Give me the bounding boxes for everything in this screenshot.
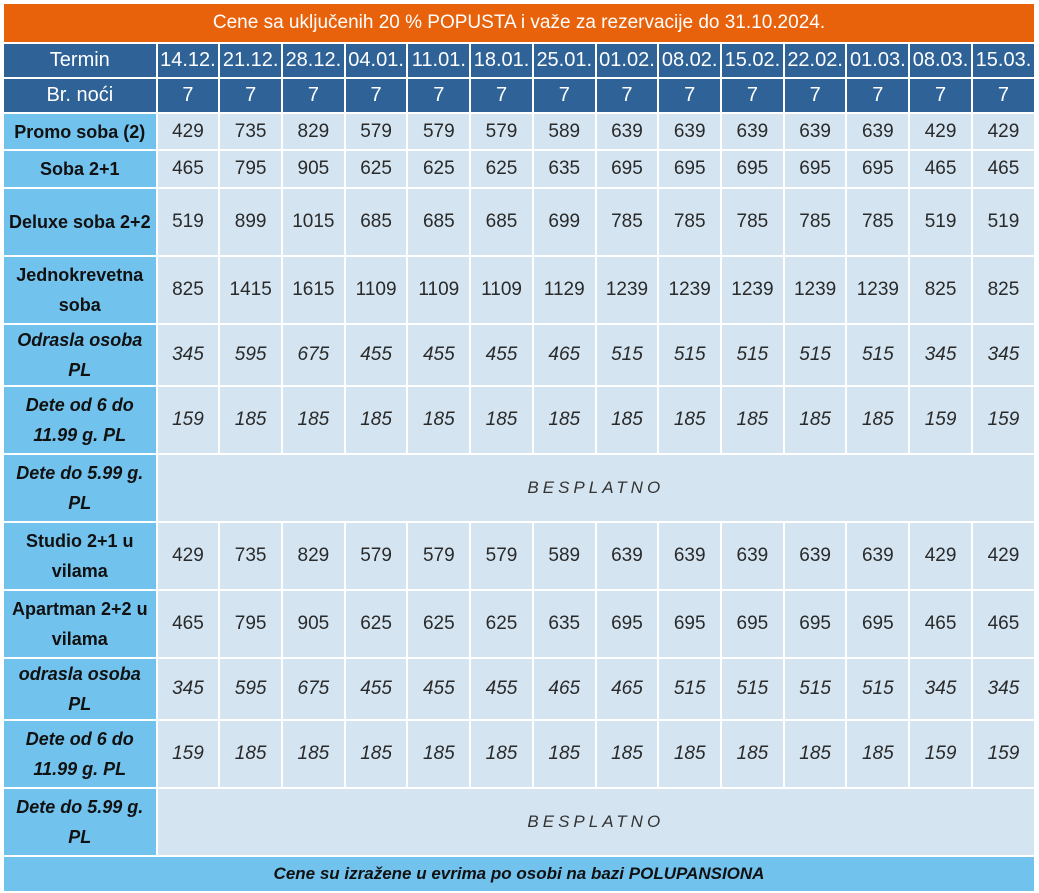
- price-cell: 905: [283, 151, 344, 187]
- price-cell: 675: [283, 659, 344, 719]
- row-label: odrasla osoba PL: [4, 659, 156, 719]
- price-cell: 185: [597, 387, 658, 453]
- price-cell: 185: [283, 721, 344, 787]
- price-cell: 185: [471, 387, 532, 453]
- price-cell: 639: [785, 523, 846, 589]
- nights-label: Br. noći: [4, 79, 156, 112]
- price-cell: 185: [471, 721, 532, 787]
- price-cell: 695: [722, 151, 783, 187]
- price-cell: 185: [722, 387, 783, 453]
- footer-row: [4, 857, 1034, 891]
- price-row: [4, 325, 1034, 385]
- row-label: Jednokrevetna soba: [4, 257, 156, 323]
- price-cell: 185: [220, 721, 281, 787]
- date-header-cell: 08.03.: [910, 44, 971, 77]
- nights-cell: 7: [659, 79, 720, 112]
- price-cell: 465: [158, 591, 219, 657]
- row-label: Dete do 5.99 g. PL: [4, 789, 156, 855]
- price-cell: 905: [283, 591, 344, 657]
- price-table-container: [2, 2, 1036, 893]
- price-cell: 159: [910, 387, 971, 453]
- discount-banner: Cene sa uključenih 20 % POPUSTA i važe za rezervacije do 31.10.2024.: [4, 4, 1034, 42]
- price-cell: 685: [408, 189, 469, 255]
- date-header-cell: 08.02.: [659, 44, 720, 77]
- price-cell: 515: [785, 325, 846, 385]
- date-header-cell: 15.02.: [722, 44, 783, 77]
- row-label: Soba 2+1: [4, 151, 156, 187]
- price-cell: 579: [346, 114, 407, 149]
- price-row: [4, 523, 1034, 589]
- price-cell: 639: [722, 114, 783, 149]
- price-cell: 465: [158, 151, 219, 187]
- price-cell: 465: [597, 659, 658, 719]
- price-cell: 345: [973, 659, 1034, 719]
- price-cell: 185: [408, 387, 469, 453]
- price-row: [4, 789, 1034, 855]
- price-cell: 515: [722, 325, 783, 385]
- date-header-cell: 22.02.: [785, 44, 846, 77]
- date-header-cell: 04.01.: [346, 44, 407, 77]
- price-cell: 595: [220, 659, 281, 719]
- price-cell: 685: [346, 189, 407, 255]
- price-cell: 735: [220, 523, 281, 589]
- price-cell: 185: [346, 387, 407, 453]
- price-cell: 1615: [283, 257, 344, 323]
- price-cell: 695: [847, 151, 908, 187]
- price-cell: 735: [220, 114, 281, 149]
- row-label: Dete do 5.99 g. PL: [4, 455, 156, 521]
- price-cell: 699: [534, 189, 595, 255]
- price-cell: 785: [785, 189, 846, 255]
- price-table: [2, 2, 1036, 893]
- price-cell: 455: [346, 325, 407, 385]
- price-cell: 625: [471, 151, 532, 187]
- price-cell: 185: [659, 721, 720, 787]
- price-cell: 785: [722, 189, 783, 255]
- price-cell: 159: [973, 721, 1034, 787]
- nights-cell: 7: [785, 79, 846, 112]
- price-row: [4, 387, 1034, 453]
- price-cell: 185: [346, 721, 407, 787]
- price-cell: 465: [973, 591, 1034, 657]
- price-cell: 185: [847, 387, 908, 453]
- price-cell: 429: [973, 114, 1034, 149]
- free-note: BESPLATNO: [158, 455, 1034, 521]
- row-label: Apartman 2+2 u vilama: [4, 591, 156, 657]
- price-cell: 519: [158, 189, 219, 255]
- price-cell: 185: [659, 387, 720, 453]
- price-cell: 785: [659, 189, 720, 255]
- price-cell: 1109: [471, 257, 532, 323]
- price-cell: 639: [847, 523, 908, 589]
- price-cell: 635: [534, 151, 595, 187]
- price-cell: 695: [597, 591, 658, 657]
- date-header-cell: 11.01.: [408, 44, 469, 77]
- price-cell: 829: [283, 114, 344, 149]
- price-cell: 1109: [346, 257, 407, 323]
- price-cell: 185: [785, 387, 846, 453]
- row-label: Deluxe soba 2+2: [4, 189, 156, 255]
- dates-header-row: [4, 44, 1034, 77]
- price-cell: 345: [910, 659, 971, 719]
- price-cell: 695: [785, 591, 846, 657]
- price-cell: 185: [220, 387, 281, 453]
- price-cell: 185: [534, 721, 595, 787]
- price-cell: 625: [408, 151, 469, 187]
- price-cell: 639: [785, 114, 846, 149]
- price-cell: 159: [973, 387, 1034, 453]
- price-cell: 579: [408, 114, 469, 149]
- price-cell: 579: [471, 114, 532, 149]
- price-cell: 515: [785, 659, 846, 719]
- price-cell: 589: [534, 114, 595, 149]
- price-cell: 429: [158, 114, 219, 149]
- nights-cell: 7: [471, 79, 532, 112]
- price-cell: 579: [346, 523, 407, 589]
- price-cell: 345: [973, 325, 1034, 385]
- price-cell: 515: [659, 325, 720, 385]
- price-cell: 519: [973, 189, 1034, 255]
- price-cell: 429: [973, 523, 1034, 589]
- price-cell: 795: [220, 591, 281, 657]
- date-header-cell: 25.01.: [534, 44, 595, 77]
- price-cell: 429: [158, 523, 219, 589]
- price-cell: 465: [973, 151, 1034, 187]
- price-cell: 185: [722, 721, 783, 787]
- date-header-cell: 18.01.: [471, 44, 532, 77]
- date-header-cell: 01.02.: [597, 44, 658, 77]
- price-cell: 1239: [597, 257, 658, 323]
- price-cell: 825: [910, 257, 971, 323]
- discount-banner-row: [4, 4, 1034, 42]
- price-cell: 785: [847, 189, 908, 255]
- price-cell: 185: [785, 721, 846, 787]
- termin-label: Termin: [4, 44, 156, 77]
- price-cell: 639: [597, 523, 658, 589]
- nights-header-row: [4, 79, 1034, 112]
- price-cell: 695: [722, 591, 783, 657]
- row-label: Dete od 6 do 11.99 g. PL: [4, 721, 156, 787]
- price-cell: 1129: [534, 257, 595, 323]
- nights-cell: 7: [910, 79, 971, 112]
- price-cell: 675: [283, 325, 344, 385]
- date-header-cell: 21.12.: [220, 44, 281, 77]
- price-cell: 515: [847, 325, 908, 385]
- price-cell: 185: [847, 721, 908, 787]
- price-cell: 429: [910, 114, 971, 149]
- price-cell: 695: [659, 591, 720, 657]
- price-cell: 465: [910, 591, 971, 657]
- price-cell: 465: [910, 151, 971, 187]
- price-row: [4, 114, 1034, 149]
- price-cell: 639: [597, 114, 658, 149]
- nights-cell: 7: [408, 79, 469, 112]
- price-cell: 159: [910, 721, 971, 787]
- row-label: Dete od 6 do 11.99 g. PL: [4, 387, 156, 453]
- price-cell: 899: [220, 189, 281, 255]
- price-cell: 515: [847, 659, 908, 719]
- nights-cell: 7: [847, 79, 908, 112]
- price-cell: 515: [597, 325, 658, 385]
- price-cell: 635: [534, 591, 595, 657]
- price-cell: 345: [158, 325, 219, 385]
- price-row: [4, 257, 1034, 323]
- price-cell: 345: [158, 659, 219, 719]
- nights-cell: 7: [158, 79, 219, 112]
- price-cell: 345: [910, 325, 971, 385]
- price-cell: 639: [722, 523, 783, 589]
- date-header-cell: 01.03.: [847, 44, 908, 77]
- price-cell: 829: [283, 523, 344, 589]
- nights-cell: 7: [346, 79, 407, 112]
- nights-cell: 7: [534, 79, 595, 112]
- price-cell: 795: [220, 151, 281, 187]
- date-header-cell: 28.12.: [283, 44, 344, 77]
- nights-cell: 7: [283, 79, 344, 112]
- price-cell: 695: [847, 591, 908, 657]
- price-cell: 639: [847, 114, 908, 149]
- price-cell: 1239: [847, 257, 908, 323]
- nights-cell: 7: [597, 79, 658, 112]
- price-cell: 185: [597, 721, 658, 787]
- price-row: [4, 591, 1034, 657]
- nights-cell: 7: [722, 79, 783, 112]
- price-cell: 185: [283, 387, 344, 453]
- price-cell: 785: [597, 189, 658, 255]
- price-cell: 455: [408, 325, 469, 385]
- price-cell: 159: [158, 387, 219, 453]
- price-table-body: [4, 4, 1034, 891]
- price-cell: 455: [408, 659, 469, 719]
- price-cell: 429: [910, 523, 971, 589]
- price-cell: 465: [534, 325, 595, 385]
- price-row: [4, 189, 1034, 255]
- price-cell: 455: [471, 659, 532, 719]
- nights-cell: 7: [220, 79, 281, 112]
- price-cell: 639: [659, 523, 720, 589]
- price-cell: 1109: [408, 257, 469, 323]
- price-cell: 515: [722, 659, 783, 719]
- price-cell: 625: [346, 591, 407, 657]
- nights-cell: 7: [973, 79, 1034, 112]
- price-cell: 519: [910, 189, 971, 255]
- price-row: [4, 721, 1034, 787]
- row-label: Odrasla osoba PL: [4, 325, 156, 385]
- price-cell: 1415: [220, 257, 281, 323]
- price-cell: 1239: [785, 257, 846, 323]
- footer-note: Cene su izražene u evrima po osobi na bazi POLUPANSIONA: [4, 857, 1034, 891]
- price-cell: 1239: [659, 257, 720, 323]
- price-cell: 639: [659, 114, 720, 149]
- price-cell: 625: [471, 591, 532, 657]
- price-cell: 515: [659, 659, 720, 719]
- price-cell: 825: [973, 257, 1034, 323]
- price-cell: 685: [471, 189, 532, 255]
- row-label: Studio 2+1 u vilama: [4, 523, 156, 589]
- price-cell: 185: [534, 387, 595, 453]
- price-cell: 159: [158, 721, 219, 787]
- price-cell: 1239: [722, 257, 783, 323]
- free-note: BESPLATNO: [158, 789, 1034, 855]
- price-row: [4, 659, 1034, 719]
- price-cell: 595: [220, 325, 281, 385]
- price-cell: 1015: [283, 189, 344, 255]
- price-row: [4, 151, 1034, 187]
- price-cell: 695: [597, 151, 658, 187]
- price-cell: 695: [785, 151, 846, 187]
- date-header-cell: 15.03.: [973, 44, 1034, 77]
- price-cell: 825: [158, 257, 219, 323]
- price-cell: 589: [534, 523, 595, 589]
- price-cell: 625: [346, 151, 407, 187]
- price-cell: 695: [659, 151, 720, 187]
- date-header-cell: 14.12.: [158, 44, 219, 77]
- row-label: Promo soba (2): [4, 114, 156, 149]
- price-cell: 579: [471, 523, 532, 589]
- price-cell: 455: [471, 325, 532, 385]
- price-cell: 455: [346, 659, 407, 719]
- price-cell: 465: [534, 659, 595, 719]
- price-row: [4, 455, 1034, 521]
- price-cell: 579: [408, 523, 469, 589]
- price-cell: 625: [408, 591, 469, 657]
- price-cell: 185: [408, 721, 469, 787]
